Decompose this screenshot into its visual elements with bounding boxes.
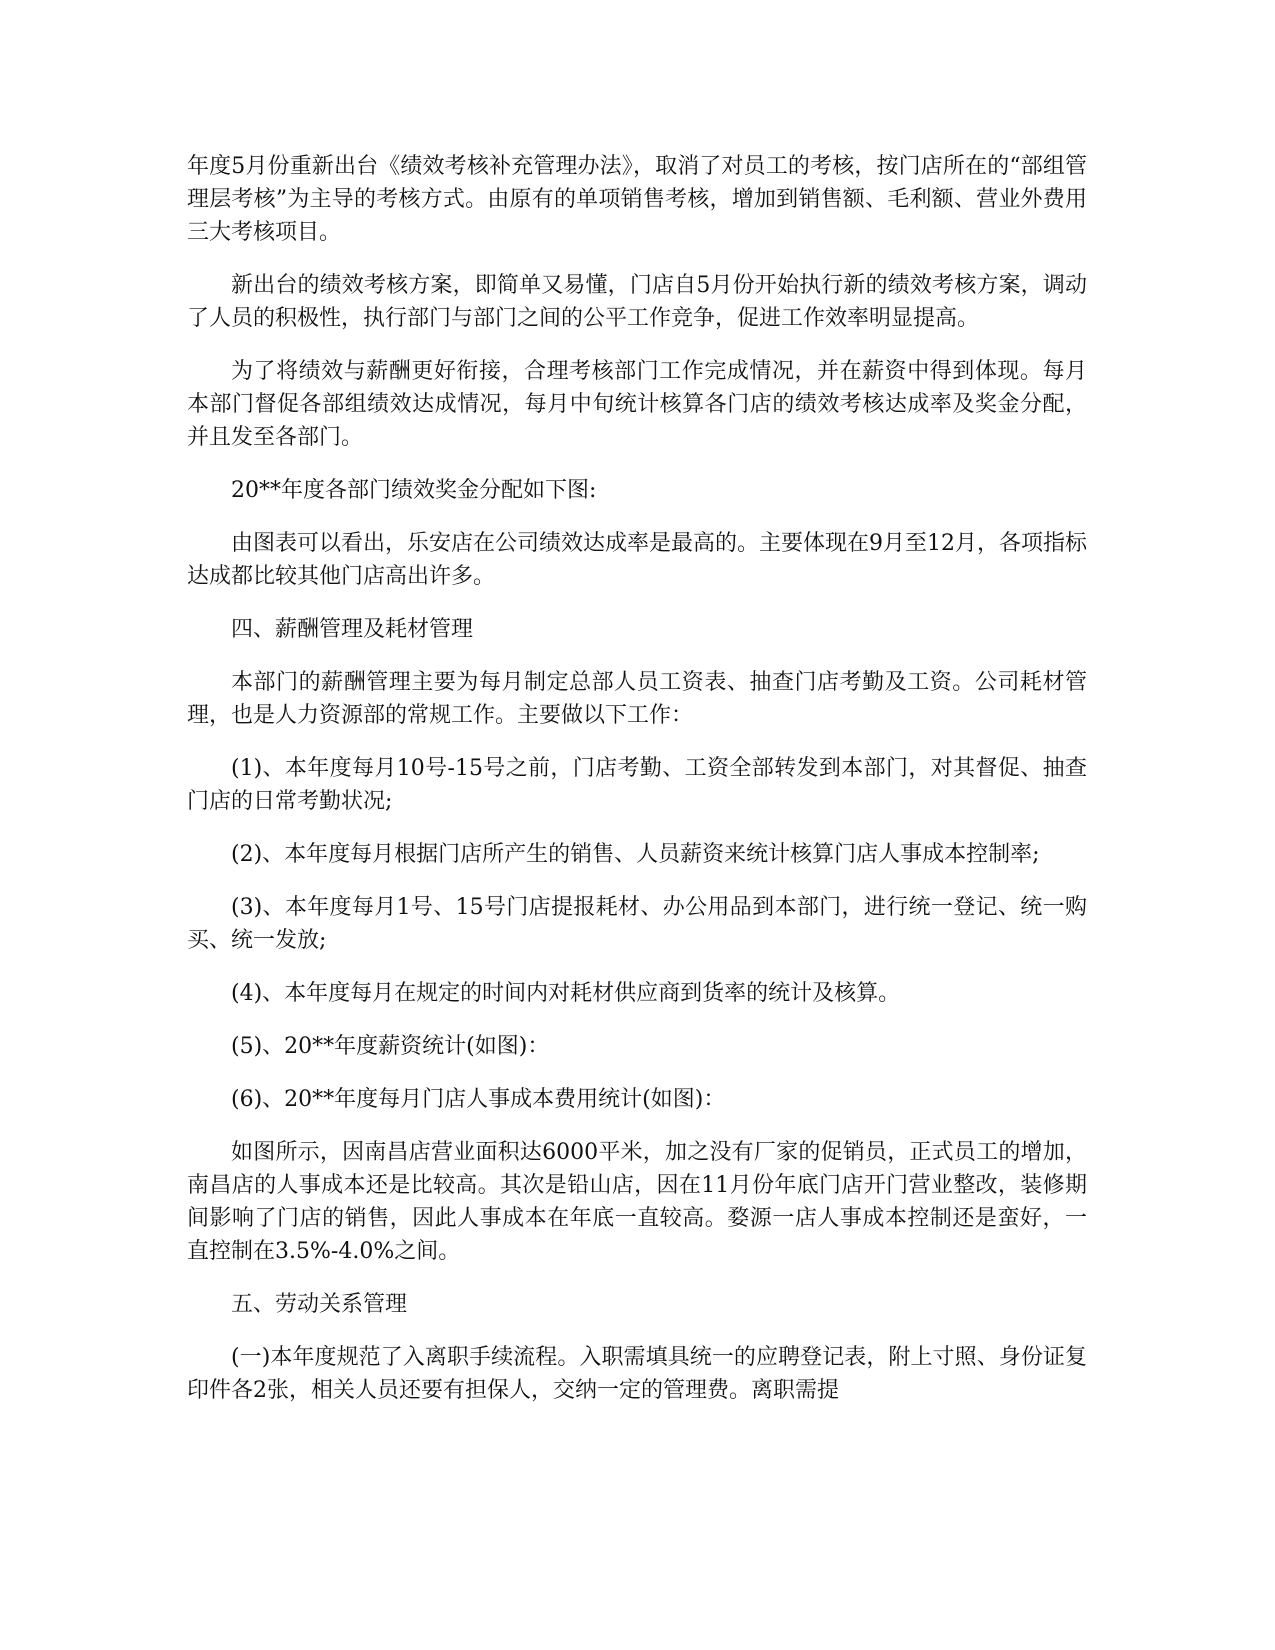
list-item-3: (3)、本年度每月1号、15号门店提报耗材、办公用品到本部门，进行统一登记、统一购买、统一发放; bbox=[187, 895, 1087, 953]
list-item-6: (6)、20**年度每月门店人事成本费用统计(如图)： bbox=[231, 1087, 726, 1112]
section-heading-labor: 五、劳动关系管理 bbox=[231, 1292, 408, 1317]
list-item-1: (1)、本年度每月10号-15号之前，门店考勤、工资全部转发到本部门，对其督促、抽查门店的日常考勤状况; bbox=[187, 756, 1087, 814]
paragraph-cost-analysis: 如图所示，因南昌店营业面积达6000平米，加之没有厂家的促销员，正式员工的增加，南昌店的人事成本还是比较高。其次是铅山店，因在11月份年底门店开门营业整改，装修期间影响了门店的销售，因此人事成本在年底一直较高。婺源一店人事成本控制还是蛮好，一直控制在3.5%-4.0%之间。 bbox=[187, 1140, 1087, 1264]
list-item-5: (5)、20**年度薪资统计(如图)： bbox=[231, 1034, 550, 1059]
paragraph-performance-method: 年度5月份重新出台《绩效考核补充管理办法》，取消了对员工的考核，按门店所在的“部组管理层考核”为主导的考核方式。由原有的单项销售考核，增加到销售额、毛利额、营业外费用三大考核项目。 bbox=[187, 154, 1087, 245]
paragraph-bonus-chart-caption: 20**年度各部门绩效奖金分配如下图: bbox=[231, 478, 597, 503]
paragraph-salary-intro: 本部门的薪酬管理主要为每月制定总部人员工资表、抽查门店考勤及工资。公司耗材管理，也是人力资源部的常规工作。主要做以下工作： bbox=[187, 670, 1087, 728]
list-item-2: (2)、本年度每月根据门店所产生的销售、人员薪资来统计核算门店人事成本控制率; bbox=[231, 842, 1040, 867]
list-item-4: (4)、本年度每月在规定的时间内对耗材供应商到货率的统计及核算。 bbox=[231, 981, 901, 1006]
paragraph-onboarding: (一)本年度规范了入离职手续流程。入职需填具统一的应聘登记表，附上寸照、身份证复印件各2张，相关人员还要有担保人，交纳一定的管理费。离职需提 bbox=[187, 1345, 1087, 1403]
paragraph-new-plan: 新出台的绩效考核方案，即简单又易懂，门店自5月份开始执行新的绩效考核方案，调动了人员的积极性，执行部门与部门之间的公平工作竞争，促进工作效率明显提高。 bbox=[187, 273, 1087, 331]
paragraph-chart-analysis: 由图表可以看出，乐安店在公司绩效达成率是最高的。主要体现在9月至12月，各项指标达成都比较其他门店高出许多。 bbox=[187, 531, 1087, 589]
section-heading-salary: 四、薪酬管理及耗材管理 bbox=[231, 617, 474, 642]
document-body bbox=[187, 150, 1087, 1427]
paragraph-pay-link: 为了将绩效与薪酬更好衔接，合理考核部门工作完成情况，并在薪资中得到体现。每月本部门督促各部组绩效达成情况，每月中旬统计核算各门店的绩效考核达成率及奖金分配，并且发至各部门。 bbox=[187, 359, 1087, 450]
